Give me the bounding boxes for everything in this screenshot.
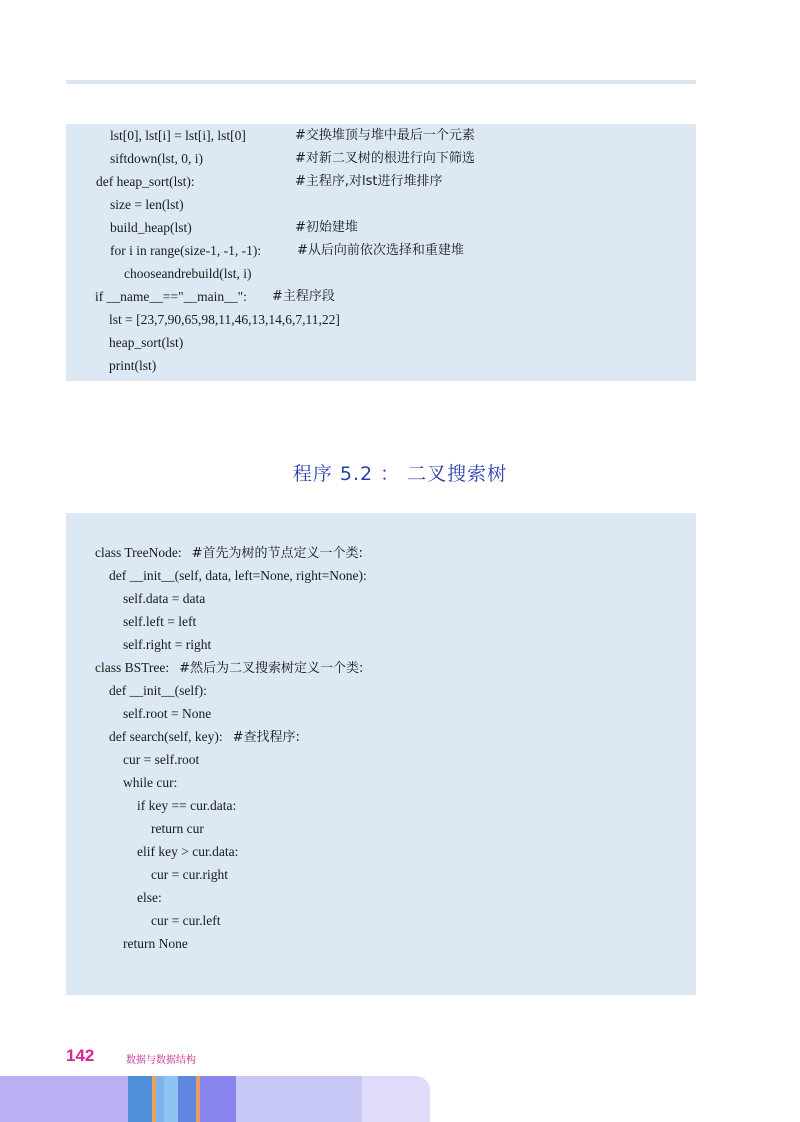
- code-line: for i in range(size-1, -1, -1):: [110, 243, 262, 258]
- band-violet: [200, 1076, 236, 1122]
- code-line: cur = cur.right: [151, 867, 228, 882]
- code-line: chooseandrebuild(lst, i): [124, 266, 252, 281]
- code-text: class TreeNode:: [95, 545, 182, 560]
- heap-sort-code-block: [66, 124, 696, 381]
- code-line: build_heap(lst): [110, 220, 192, 235]
- band-lightblue: [156, 1076, 164, 1122]
- code-comment: #然后为二叉搜索树定义一个类:: [179, 661, 364, 676]
- band-skyblue: [164, 1076, 178, 1122]
- code-line: else:: [137, 890, 162, 905]
- code-line: if __name__=="__main__":: [95, 289, 247, 304]
- code-line: def __init__(self, data, left=None, right=None):: [109, 568, 367, 583]
- code-comment: #交换堆顶与堆中最后一个元素: [295, 128, 475, 143]
- band-medblue: [178, 1076, 196, 1122]
- code-line: cur = self.root: [123, 752, 200, 767]
- code-comment: #主程序,对lst进行堆排序: [295, 174, 443, 189]
- code-line: cur = cur.left: [151, 913, 221, 928]
- code-line: self.right = right: [123, 637, 212, 652]
- code-line: return None: [123, 936, 188, 951]
- band-pale: [236, 1076, 362, 1122]
- code-comment: #对新二叉树的根进行向下筛选: [295, 151, 475, 166]
- code-line: [109, 728, 300, 747]
- code-comment: #主程序段: [272, 289, 335, 304]
- code-line: lst = [23,7,90,65,98,11,46,13,14,6,7,11,22]: [109, 312, 340, 327]
- section-title: 程序 5.2 ： 二叉搜索树: [292, 463, 508, 485]
- footer-band: [0, 1076, 430, 1122]
- code-line: siftdown(lst, 0, i): [110, 151, 203, 166]
- code-line: lst[0], lst[i] = lst[i], lst[0]: [110, 128, 246, 143]
- code-line: [95, 659, 363, 678]
- bst-code-block: [66, 513, 696, 995]
- band-blue: [128, 1076, 152, 1122]
- code-line: [95, 544, 363, 563]
- code-line: self.data = data: [123, 591, 206, 606]
- code-line: def heap_sort(lst):: [96, 174, 195, 189]
- code-line: self.root = None: [123, 706, 212, 721]
- code-line: print(lst): [109, 358, 157, 373]
- code-line: elif key > cur.data:: [137, 844, 239, 859]
- code-line: return cur: [151, 821, 204, 836]
- code-line: while cur:: [123, 775, 178, 790]
- code-comment: #首先为树的节点定义一个类:: [191, 546, 363, 561]
- code-text: class BSTree:: [95, 660, 170, 675]
- code-comment: #初始建堆: [295, 220, 358, 235]
- code-text: def search(self, key):: [109, 729, 223, 744]
- code-line: def __init__(self):: [109, 683, 207, 698]
- code-line: self.left = left: [123, 614, 197, 629]
- band-lilac: [0, 1076, 128, 1122]
- code-comment: #从后向前依次选择和重建堆: [297, 243, 464, 258]
- page-number: 142: [66, 1046, 95, 1065]
- code-line: if key == cur.data:: [137, 798, 237, 813]
- band-palest: [362, 1076, 430, 1122]
- book-title: 数据与数据结构: [126, 1055, 196, 1066]
- code-comment: #查找程序:: [232, 730, 300, 745]
- top-rule: [66, 80, 696, 84]
- code-line: size = len(lst): [110, 197, 184, 212]
- code-line: heap_sort(lst): [109, 335, 184, 350]
